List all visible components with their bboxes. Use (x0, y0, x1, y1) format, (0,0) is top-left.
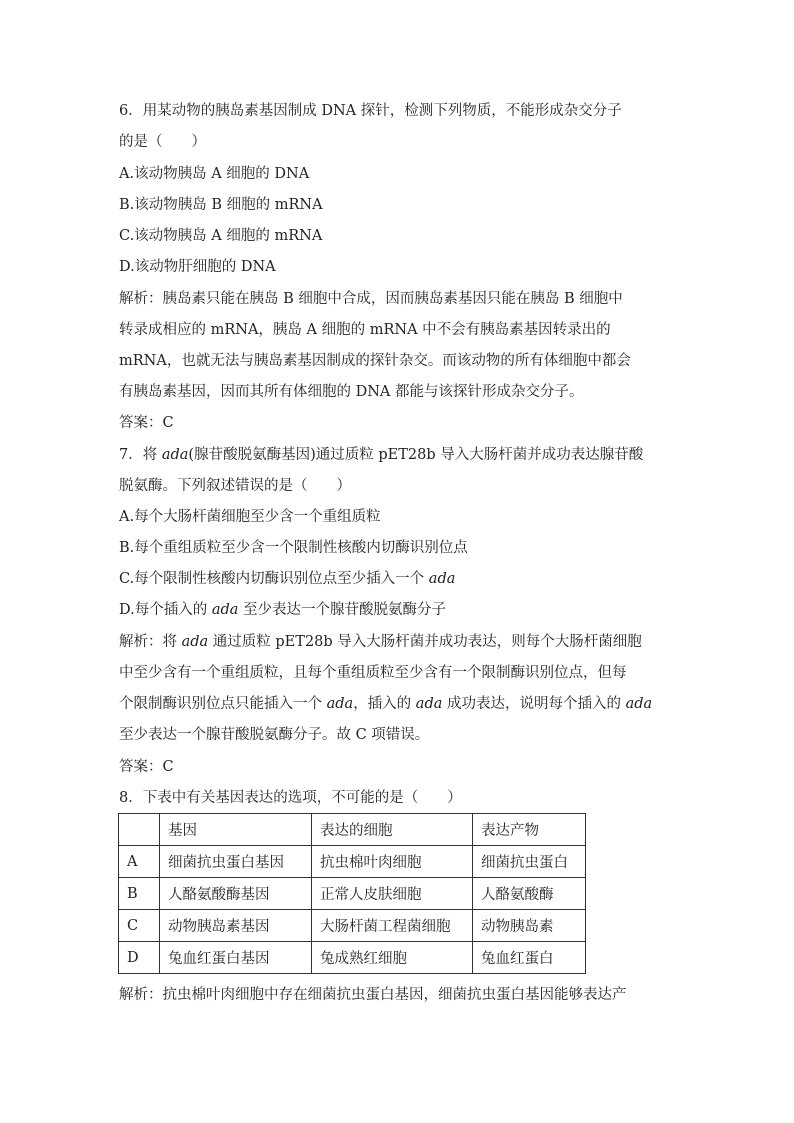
q7-option-b: B.每个重组质粒至少含一个限制性核酸内切酶识别位点 (119, 540, 468, 556)
q7-stem-text-a: 7．将 (119, 447, 162, 463)
q7-analysis-3-text-c: 成功表达，说明每个插入的 (442, 696, 626, 712)
q7-stem-gene: ada (161, 447, 189, 463)
q7-analysis-3-gene-3: ada (625, 696, 653, 712)
q6-option-d: D.该动物肝细胞的 DNA (119, 259, 276, 275)
table-cell: 兔成熟红细胞 (312, 942, 473, 974)
q7-analysis-text-a: 解析：将 (119, 634, 182, 650)
table-header-cell: 表达产物 (473, 814, 586, 846)
table-cell: 人酪氨酸酶基因 (160, 878, 312, 910)
table-cell: B (119, 878, 160, 910)
table-cell: 抗虫棉叶肉细胞 (312, 846, 473, 878)
q7-analysis-gene: ada (181, 634, 209, 650)
q7-analysis-line-2: 中至少含有一个重组质粒，且每个重组质粒至少含有一个限制酶识别位点，但每 (119, 665, 627, 681)
table-cell: 细菌抗虫蛋白基因 (160, 846, 312, 878)
table-row (119, 846, 586, 878)
table-cell: 大肠杆菌工程菌细胞 (312, 910, 473, 942)
q6-option-c: C.该动物胰岛 A 细胞的 mRNA (119, 228, 323, 244)
q7-option-d-text-b: 至少表达一个腺苷酸脱氨酶分子 (238, 602, 447, 618)
q7-analysis-line-3 (119, 694, 675, 714)
table-header-row (119, 814, 586, 846)
q6-analysis-line-3: mRNA，也就无法与胰岛素基因制成的探针杂交。而该动物的所有体细胞中都会 (119, 353, 631, 369)
q7-stem-text-b: (腺苷酸脱氨酶基因)通过质粒 pET28b 导入大肠杆菌并成功表达腺苷酸 (188, 447, 644, 463)
q6-stem-line-2: 的是（ ） (119, 134, 206, 150)
table-header-cell: 表达的细胞 (312, 814, 473, 846)
q7-analysis-line-1 (119, 632, 675, 652)
q7-option-c (119, 569, 455, 589)
q7-analysis-3-gene-2: ada (415, 696, 443, 712)
q6-analysis-line-1: 解析：胰岛素只能在胰岛 B 细胞中合成，因而胰岛素基因只能在胰岛 B 细胞中 (119, 291, 623, 307)
q7-analysis-3-text-a: 个限制酶识别位点只能插入一个 (119, 696, 327, 712)
q7-option-c-text: C.每个限制性核酸内切酶识别位点至少插入一个 (119, 571, 429, 587)
table-row (119, 910, 586, 942)
q7-analysis-3-text-b: ，插入的 (353, 696, 416, 712)
q6-analysis-line-4: 有胰岛素基因，因而其所有体细胞的 DNA 都能与该探针形成杂交分子。 (119, 384, 584, 400)
q7-analysis-3-gene-1: ada (326, 696, 354, 712)
q6-analysis-line-2: 转录成相应的 mRNA，胰岛 A 细胞的 mRNA 中不会有胰岛素基因转录出的 (119, 322, 611, 338)
q7-option-d-gene: ada (211, 602, 239, 618)
table-row (119, 942, 586, 974)
table-cell: A (119, 846, 160, 878)
table-cell: 正常人皮肤细胞 (312, 878, 473, 910)
q7-analysis-line-4: 至少表达一个腺苷酸脱氨酶分子。故 C 项错误。 (119, 727, 430, 743)
q7-stem-line-2: 脱氨酶。下列叙述错误的是（ ） (119, 478, 351, 494)
q7-option-a: A.每个大肠杆菌细胞至少含一个重组质粒 (119, 509, 381, 525)
q7-answer: 答案：C (119, 759, 174, 775)
table-header-cell: 基因 (160, 814, 312, 846)
q7-option-c-gene: ada (428, 571, 456, 587)
q7-stem-line-1 (119, 445, 675, 465)
table-cell: D (119, 942, 160, 974)
table-cell: 动物胰岛素基因 (160, 910, 312, 942)
q8-stem: 8．下表中有关基因表达的选项，不可能的是（ ） (119, 790, 462, 806)
table-cell: 兔血红蛋白基因 (160, 942, 312, 974)
q6-option-b: B.该动物胰岛 B 细胞的 mRNA (119, 197, 323, 213)
q6-stem-line-1: 6．用某动物的胰岛素基因制成 DNA 探针，检测下列物质，不能形成杂交分子 (119, 103, 622, 119)
q7-analysis-text-b: 通过质粒 pET28b 导入大肠杆菌并成功表达，则每个大肠杆菌细胞 (208, 634, 642, 650)
table-header-cell (119, 814, 160, 846)
gene-expression-table (118, 813, 586, 974)
q6-option-a: A.该动物胰岛 A 细胞的 DNA (119, 166, 310, 182)
table-row (119, 878, 586, 910)
q6-answer: 答案：C (119, 415, 174, 431)
table-cell: 兔血红蛋白 (473, 942, 586, 974)
q7-option-d-text-a: D.每个插入的 (119, 602, 212, 618)
q7-option-d (119, 600, 446, 620)
table-cell: 细菌抗虫蛋白 (473, 846, 586, 878)
table-cell: 人酪氨酸酶 (473, 878, 586, 910)
q8-analysis-line-1: 解析：抗虫棉叶肉细胞中存在细菌抗虫蛋白基因，细菌抗虫蛋白基因能够表达产 (119, 987, 627, 1003)
table-cell: 动物胰岛素 (473, 910, 586, 942)
table-cell: C (119, 910, 160, 942)
